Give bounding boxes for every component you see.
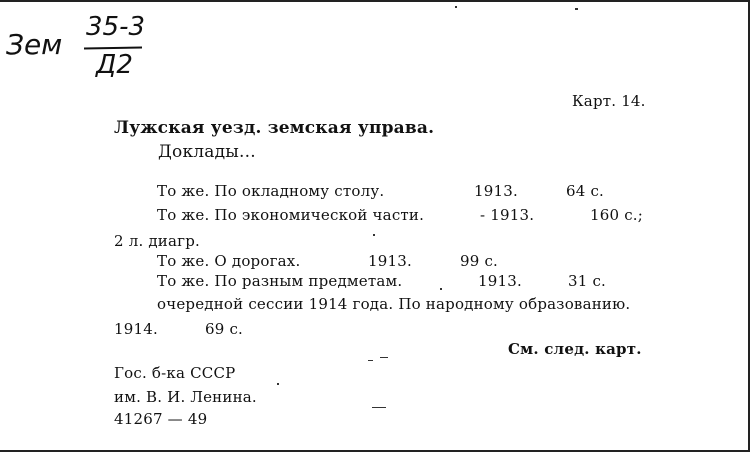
scan-speck bbox=[373, 234, 375, 236]
scan-speck bbox=[440, 288, 442, 290]
entry-text: То же. По окладному столу. bbox=[157, 182, 385, 200]
scan-speck bbox=[575, 8, 578, 10]
library-name: Гос. б-ка СССР bbox=[114, 364, 236, 382]
scan-speck bbox=[380, 357, 388, 358]
library-name-2: им. В. И. Ленина. bbox=[114, 388, 257, 406]
scan-speck bbox=[455, 6, 457, 8]
entry-text: То же. По экономической части. bbox=[157, 206, 425, 224]
card-subtitle: Доклады... bbox=[158, 142, 256, 162]
card-title: Лужская уезд. земская управа. bbox=[114, 118, 435, 138]
entry-text: То же. О дорогах. bbox=[157, 252, 301, 270]
entry-pages: 99 с. bbox=[460, 252, 499, 270]
entry-text: очередной сессии 1914 года. По народному образованию. bbox=[157, 295, 631, 313]
scan-speck bbox=[368, 360, 373, 361]
entry-pages: 69 с. bbox=[205, 320, 244, 338]
entry-year: 1914. bbox=[114, 320, 158, 338]
entry-year: 1913. bbox=[368, 252, 412, 270]
card-number: Карт. 14. bbox=[572, 92, 646, 110]
handwritten-prefix: Зем bbox=[6, 28, 63, 61]
see-next-card: См. след. карт. bbox=[508, 340, 642, 358]
handwritten-numerator: 35-3 bbox=[86, 12, 146, 42]
entry-year: 1913. bbox=[474, 182, 518, 200]
entry-pages: 31 с. bbox=[568, 272, 607, 290]
scan-speck bbox=[277, 383, 279, 385]
scan-speck bbox=[372, 407, 386, 408]
entry-pages: 64 с. bbox=[566, 182, 605, 200]
entry-year: - 1913. bbox=[480, 206, 535, 224]
entry-text: То же. По разным предметам. bbox=[157, 272, 403, 290]
print-number: 41267 — 49 bbox=[114, 410, 208, 428]
entry-pages: 160 с.; bbox=[590, 206, 644, 224]
handwritten-denominator: Д2 bbox=[96, 50, 133, 80]
entry-text: 2 л. диагр. bbox=[114, 232, 200, 250]
entry-year: 1913. bbox=[478, 272, 522, 290]
